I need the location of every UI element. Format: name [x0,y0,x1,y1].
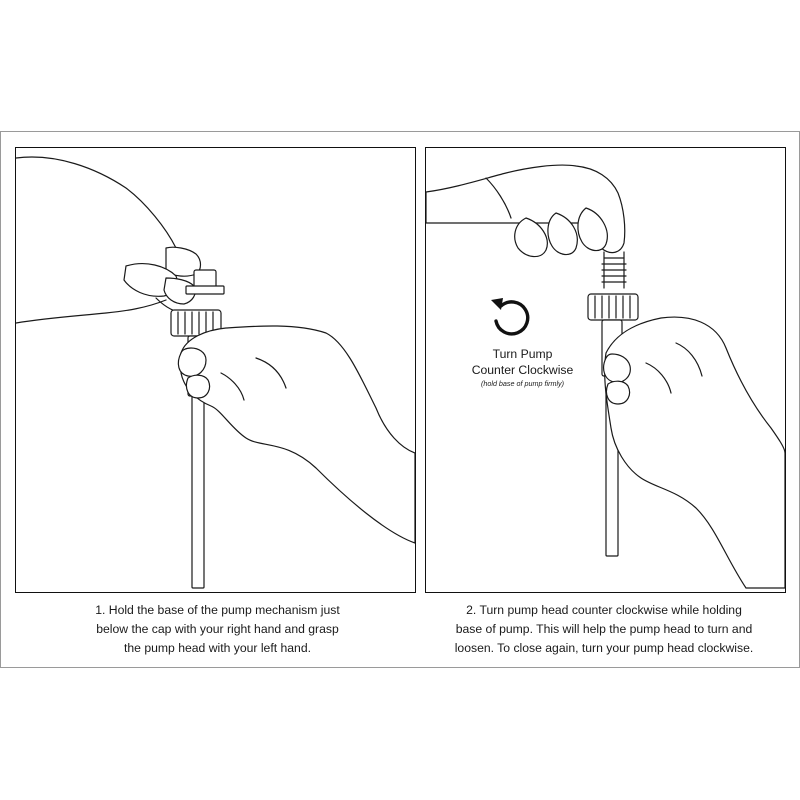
step-2-caption-line: 2. Turn pump head counter clockwise while holding [466,603,742,617]
annotation-title-line-2: Counter Clockwise [471,363,574,377]
step-2-rotation-annotation [450,346,595,389]
step-1-hands-pump-illustration [16,148,415,592]
step-2-caption-line: loosen. To close again, turn your pump head clockwise. [454,641,754,655]
step-1-caption-line: below the cap with your right hand and grasp [96,622,339,636]
annotation-title-line-1: Turn Pump [492,347,553,361]
step-1-caption-line: 1. Hold the base of the pump mechanism just [95,603,340,617]
step-1-illustration-panel [15,147,416,593]
step-2-caption [418,601,790,658]
counter-clockwise-arrow-icon [487,294,537,340]
step-2-caption-line: base of pump. This will help the pump head to turn and [455,622,753,636]
step-1-caption-line: the pump head with your left hand. [124,641,311,655]
step-1-caption [40,601,395,658]
annotation-note: (hold base of pump firmly) [480,379,565,388]
